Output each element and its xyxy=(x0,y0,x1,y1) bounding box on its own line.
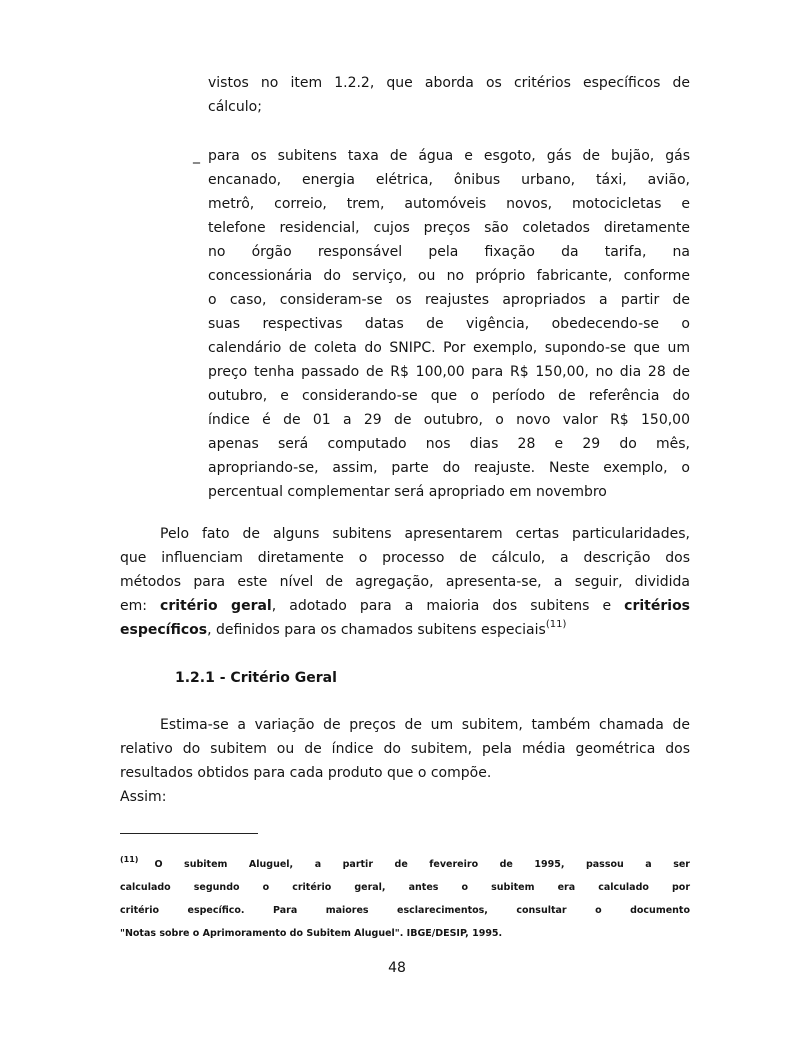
paragraph-estimation xyxy=(120,713,690,809)
footnote-marker: (11) xyxy=(120,855,139,864)
text-line: suas respectivas datas de vigência, obedecendo-se o xyxy=(208,316,690,332)
text-line: relativo do subitem ou de índice do subitem, pela média geométrica dos xyxy=(120,741,690,757)
bold-term-criterios: critérios xyxy=(624,598,691,614)
text-line: Assim: xyxy=(120,789,167,805)
text-line: preço tenha passado de R$ 100,00 para R$ 150,00, no dia 28 de xyxy=(208,364,690,380)
text-line: apenas será computado nos dias 28 e 29 do mês, xyxy=(208,436,690,452)
text-run: em: xyxy=(120,598,161,614)
text-line: telefone residencial, cujos preços são coletados diretamente xyxy=(208,220,690,236)
text-line: metrô, correio, trem, automóveis novos, motocicletas e xyxy=(208,196,690,212)
text-line: outubro, e considerando-se que o período de referência do xyxy=(208,388,690,404)
text-line: para os subitens taxa de água e esgoto, gás de bujão, gás xyxy=(208,148,690,164)
footnote-line: critério específico. Para maiores esclarecimentos, consultar o documento xyxy=(120,905,690,916)
bullet-dash: _ xyxy=(193,148,200,164)
text-line: resultados obtidos para cada produto que o compõe. xyxy=(120,765,492,781)
text-line: concessionária do serviço, ou no próprio fabricante, conforme xyxy=(208,268,690,284)
text-line: cálculo; xyxy=(208,99,262,115)
text-run: O subitem Aluguel, a partir de fevereiro de 1995, passou a ser xyxy=(154,859,690,870)
footnote-line: calculado segundo o critério geral, antes o subitem era calculado por xyxy=(120,882,690,893)
text-line xyxy=(120,618,690,642)
section-heading: 1.2.1 - Critério Geral xyxy=(175,670,337,686)
text-line: que influenciam diretamente o processo de cálculo, a descrição dos xyxy=(120,550,690,566)
footnote xyxy=(120,853,690,945)
text-line: Pelo fato de alguns subitens apresentarem certas particularidades, xyxy=(160,526,690,542)
text-line xyxy=(120,594,690,618)
text-line: no órgão responsável pela fixação da tarifa, na xyxy=(208,244,690,260)
paragraph-criteria-intro xyxy=(120,522,690,642)
page-number: 48 xyxy=(388,960,406,976)
bullet-continuation xyxy=(208,71,690,119)
text-line: apropriando-se, assim, parte do reajuste. Neste exemplo, o xyxy=(208,460,690,476)
bold-term-criterio-geral: critério geral xyxy=(160,598,272,614)
text-line: encanado, energia elétrica, ônibus urbano, táxi, avião, xyxy=(208,172,690,188)
footnote-line: "Notas sobre o Aprimoramento do Subitem Aluguel". IBGE/DESIP, 1995. xyxy=(120,928,503,939)
text-line: métodos para este nível de agregação, apresenta-se, a seguir, dividida xyxy=(120,574,690,590)
footnote-separator xyxy=(120,833,258,834)
text-run: , adotado para a maioria dos subitens e xyxy=(271,598,625,614)
bold-term-especificos: específicos xyxy=(120,622,208,638)
text-line: Estima-se a variação de preços de um subitem, também chamada de xyxy=(160,717,690,733)
text-line: calendário de coleta do SNIPC. Por exemplo, supondo-se que um xyxy=(208,340,690,356)
footnote-reference: (11) xyxy=(545,619,567,630)
text-line: vistos no item 1.2.2, que aborda os critérios específicos de xyxy=(208,75,690,91)
footnote-line xyxy=(120,853,690,876)
text-line: percentual complementar será apropriado em novembro xyxy=(208,484,607,500)
text-run: , definidos para os chamados subitens especiais xyxy=(207,622,546,638)
text-line: o caso, consideram-se os reajustes apropriados a partir de xyxy=(208,292,690,308)
text-line: índice é de 01 a 29 de outubro, o novo valor R$ 150,00 xyxy=(208,412,690,428)
bullet-item xyxy=(193,144,690,504)
